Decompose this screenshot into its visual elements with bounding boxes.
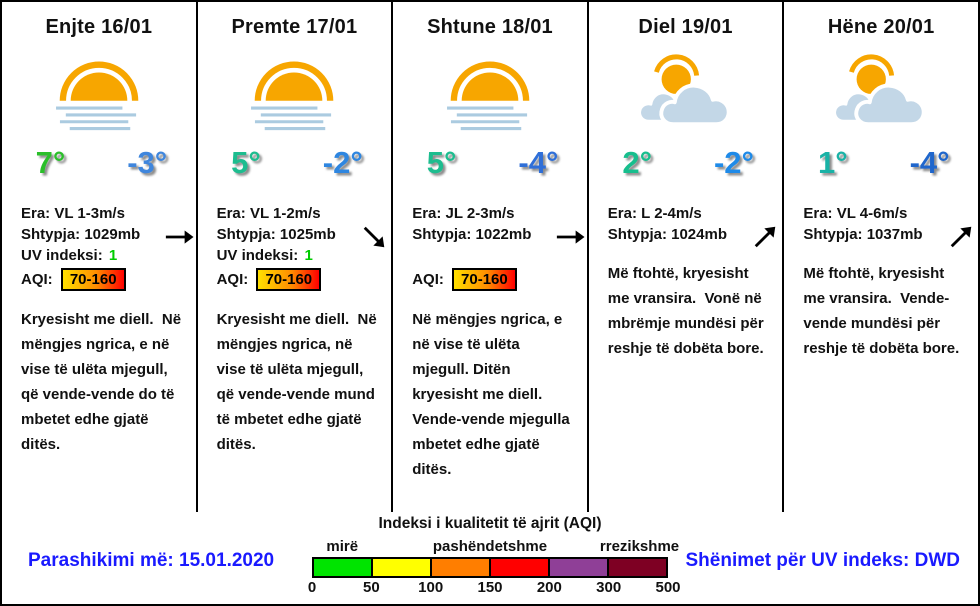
pressure-text: Shtypja: 1022mb <box>412 226 532 243</box>
forecast-date: Parashikimi më: 15.01.2020 <box>28 550 275 571</box>
wind-direction-arrow <box>164 222 194 252</box>
aqi-scale-label: pashëndetshme <box>432 538 548 555</box>
weather-icon-wrap <box>393 39 587 143</box>
day-title: Hëne 20/01 <box>827 16 935 38</box>
day-title: Premte 17/01 <box>231 16 358 38</box>
forecast-day-column <box>393 2 589 512</box>
temp-low: -4° <box>518 145 559 180</box>
uv-label: UV indeksi: <box>216 247 299 264</box>
weather-icon-wrap <box>198 39 392 143</box>
day-title: Diel 19/01 <box>638 16 733 38</box>
uv-value: 1 <box>304 247 313 264</box>
day-title: Shtune 18/01 <box>427 16 553 38</box>
temp-high: 2° <box>622 145 652 180</box>
uv-value: 1 <box>108 247 118 264</box>
wind-direction-arrow <box>744 216 786 258</box>
sun-clouds-icon <box>637 50 735 132</box>
temp-high: 5° <box>231 145 261 180</box>
temp-high: 5° <box>426 145 457 180</box>
aqi-row <box>217 268 358 291</box>
forecast-description: Kryesisht me diell. Në mëngjes ngrica, e në vise të ulëta mjegull, që vende-vende do të mbetet edhe gjatë ditës. <box>21 311 186 453</box>
wind-direction-arrow <box>940 216 980 258</box>
aqi-scale-bar <box>312 557 668 578</box>
forecast-description: Në mëngjes ngrica, e në vise të ulëta mjegull. Ditën kryesisht me diell. Vende-vende mjegulla mbetet edhe gjatë ditës. <box>412 311 574 478</box>
wind-text: Era: VL 1-2m/s <box>216 205 321 222</box>
aqi-row <box>412 268 553 291</box>
forecast-columns <box>2 2 978 512</box>
temp-low: -2° <box>713 145 754 180</box>
wind-direction-arrow <box>555 222 585 252</box>
aqi-scale-segment <box>371 559 430 576</box>
info-block <box>784 203 978 245</box>
aqi-scale-tick: 300 <box>596 579 622 596</box>
aqi-scale-label: mirë <box>326 538 359 555</box>
temperatures <box>784 145 978 191</box>
aqi-badge: 70-160 <box>256 268 321 291</box>
aqi-badge: 70-160 <box>61 268 126 291</box>
aqi-scale-segment <box>607 559 666 576</box>
sun-clouds-icon <box>832 50 930 132</box>
aqi-legend <box>307 514 681 597</box>
aqi-scale-segment <box>314 559 371 576</box>
aqi-scale-tick: 200 <box>536 579 562 596</box>
forecast-description: Kryesisht me diell. Në mëngjes ngrica, në vise të ulëta mjegull, që vende-vende mund të mbetet edhe gjatë ditës. <box>216 311 381 453</box>
aqi-scale-segment <box>489 559 548 576</box>
temperatures <box>198 145 392 191</box>
aqi-label: AQI: <box>412 271 444 288</box>
forecast-day-column <box>784 2 978 512</box>
aqi-scale-tick: 100 <box>418 579 444 596</box>
info-block <box>198 203 392 291</box>
aqi-scale-tick: 50 <box>362 579 380 596</box>
forecast-day-column <box>198 2 394 512</box>
forecast-description: Më ftohtë, kryesisht me vransira. Vonë në mbrëmje mundësi për reshje të dobëta bore. <box>607 265 768 357</box>
temperatures <box>393 145 587 191</box>
temp-high: 7° <box>35 145 66 180</box>
temp-low: -2° <box>322 145 363 180</box>
temp-high: 1° <box>817 145 848 180</box>
temp-low: -3° <box>127 145 168 180</box>
wind-text: Era: VL 1-3m/s <box>21 205 125 222</box>
forecast-day-column <box>589 2 785 512</box>
weather-icon-wrap <box>784 39 978 143</box>
day-title: Enjte 16/01 <box>45 16 153 38</box>
sun-fog-icon <box>441 50 539 132</box>
aqi-badge: 70-160 <box>452 268 517 291</box>
aqi-scale-tick: 500 <box>655 579 681 596</box>
uv-source-note: Shënimet për UV indeks: DWD <box>685 550 960 571</box>
wind-text: Era: L 2-4m/s <box>607 205 702 222</box>
weather-icon-wrap <box>589 39 783 143</box>
pressure-text: Shtypja: 1025mb <box>216 226 336 243</box>
forecast-description: Më ftohtë, kryesisht me vransira. Vende-vende mundësi për reshje të dobëta bore. <box>803 265 960 357</box>
pressure-text: Shtypja: 1037mb <box>803 226 923 243</box>
aqi-label: AQI: <box>216 271 249 288</box>
aqi-row <box>21 268 162 291</box>
aqi-scale-tick: 0 <box>307 579 317 596</box>
pressure-text: Shtypja: 1024mb <box>607 226 727 243</box>
uv-row <box>217 245 358 266</box>
temp-low: -4° <box>909 145 950 180</box>
weather-icon-wrap <box>2 39 196 143</box>
uv-label: UV indeksi: <box>21 247 103 264</box>
aqi-label: AQI: <box>21 271 53 288</box>
temperatures <box>589 145 783 191</box>
uv-row <box>21 245 162 266</box>
aqi-legend-title: Indeksi i kualitetit të ajrit (AQI) <box>378 515 602 532</box>
aqi-scale-ticks <box>307 579 681 597</box>
wind-direction-arrow <box>353 216 395 258</box>
footer <box>2 514 978 606</box>
sun-fog-icon <box>50 50 148 132</box>
aqi-scale-labels <box>312 538 680 555</box>
info-block <box>2 203 196 291</box>
wind-text: Era: VL 4-6m/s <box>803 205 908 222</box>
info-block <box>589 203 783 245</box>
aqi-scale-segment <box>548 559 607 576</box>
pressure-text: Shtypja: 1029mb <box>21 226 141 243</box>
temperatures <box>2 145 196 191</box>
aqi-scale-label: rrezikshme <box>599 538 680 555</box>
aqi-scale-tick: 150 <box>477 579 503 596</box>
aqi-scale-segment <box>430 559 489 576</box>
sun-fog-icon <box>245 50 343 132</box>
wind-text: Era: JL 2-3m/s <box>412 205 515 222</box>
info-block <box>393 203 587 291</box>
forecast-day-column <box>2 2 198 512</box>
